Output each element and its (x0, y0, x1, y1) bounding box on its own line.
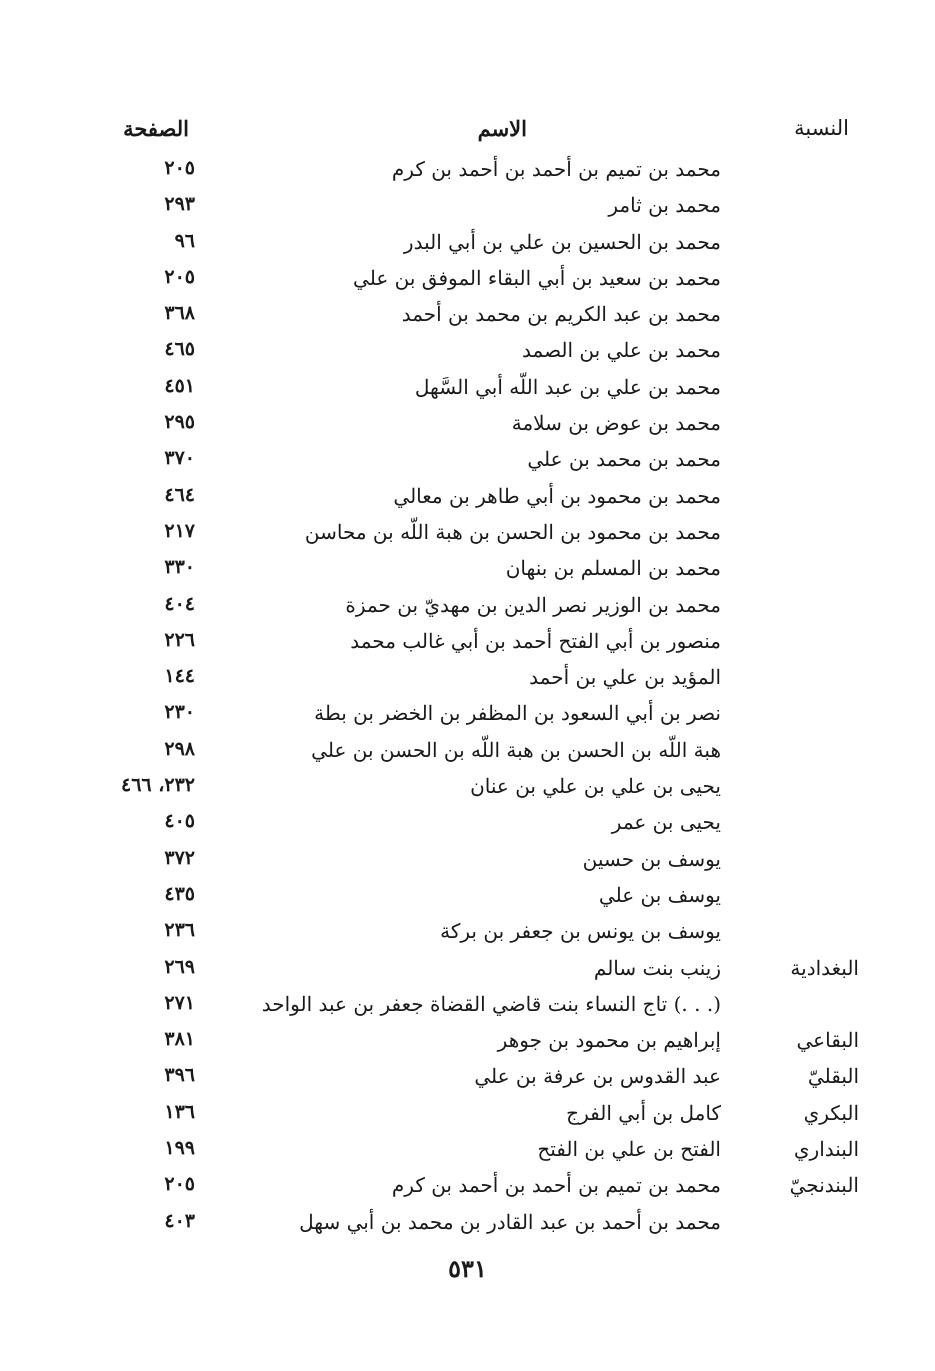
name-cell: يوسف بن يونس بن جعفر بن بركة (440, 919, 721, 944)
page-cell: ٤٠٣ (164, 1209, 195, 1232)
name-cell: محمد بن محمود بن أبي طاهر بن معالي (393, 483, 721, 508)
page-cell: ٢٠٥ (164, 265, 195, 288)
name-cell: محمد بن عوض بن سلامة (511, 411, 721, 436)
index-row (0, 1061, 935, 1097)
index-row (0, 444, 935, 480)
index-row (0, 698, 935, 734)
page-cell: ٢٣٢، ٤٦٦ (121, 774, 195, 797)
nisba-cell: البكري (803, 1100, 859, 1125)
name-cell: زينب بنت سالم (593, 955, 721, 980)
name-cell: محمد بن تميم بن أحمد بن أحمد بن كرم (391, 157, 721, 181)
index-row (0, 481, 935, 517)
index-list (0, 154, 935, 1243)
index-row (0, 517, 935, 553)
page-cell: ٣٣٠ (164, 556, 195, 579)
name-cell: نصر بن أبي السعود بن المظفر بن الخضر بن بطة (314, 701, 721, 726)
index-row (0, 626, 935, 662)
index-row (0, 154, 935, 190)
index-row (0, 1207, 935, 1243)
page-cell: ٢١٧ (164, 519, 195, 542)
name-cell: كامل بن أبي الفرج (566, 1100, 721, 1125)
page-cell: ٤٠٤ (164, 592, 195, 615)
index-row (0, 590, 935, 626)
page-cell: ٣٧٠ (164, 447, 195, 470)
name-cell: محمد بن ثامر (608, 193, 721, 218)
page-cell: ٤٣٥ (164, 882, 195, 905)
name-cell: محمد بن أحمد بن عبد القادر بن محمد بن أبي سهل (299, 1209, 721, 1234)
header-name: الاسم (477, 116, 527, 141)
page-cell: ١٣٦ (164, 1100, 195, 1123)
index-row (0, 263, 935, 299)
nisba-cell: البقاعي (796, 1028, 859, 1053)
page-cell: ٩٦ (174, 229, 195, 252)
index-row (0, 1170, 935, 1206)
name-cell: محمد بن محمود بن الحسن بن هبة اللّه بن محاسن (304, 519, 721, 544)
page-number: ٥٣١ (448, 1254, 487, 1283)
index-row (0, 880, 935, 916)
name-cell: (. . .) تاج النساء بنت قاضي القضاة جعفر بن عبد الواحد (261, 991, 721, 1016)
index-row (0, 1025, 935, 1061)
page-cell: ٤٦٤ (164, 483, 195, 506)
page-cell: ٣٦٨ (164, 302, 195, 325)
name-cell: منصور بن أبي الفتح أحمد بن أبي غالب محمد (350, 628, 721, 653)
nisba-cell: البغدادية (790, 955, 859, 980)
index-row (0, 662, 935, 698)
name-cell: هبة اللّه بن الحسن بن هبة اللّه بن الحسن بن علي (311, 737, 721, 762)
name-cell: محمد بن الوزير نصر الدين بن مهديّ بن حمزة (345, 592, 721, 617)
name-cell: محمد بن الحسين بن علي بن أبي البدر (403, 229, 721, 254)
name-cell: محمد بن سعيد بن أبي البقاء الموفق بن علي (353, 265, 721, 290)
name-cell: يحيى بن عمر (611, 810, 721, 835)
nisba-cell: البقليّ (807, 1064, 859, 1089)
index-row (0, 916, 935, 952)
name-cell: يوسف بن حسين (582, 846, 721, 871)
name-cell: إبراهيم بن محمود بن جوهر (497, 1028, 721, 1053)
index-row (0, 408, 935, 444)
page-cell: ٣٨١ (164, 1028, 195, 1051)
name-cell: محمد بن محمد بن علي (527, 447, 721, 472)
page-cell: ٤٠٥ (164, 810, 195, 833)
page-cell: ٢٩٨ (164, 737, 195, 760)
page-cell: ١٤٤ (164, 665, 195, 688)
nisba-cell: البندنجيّ (789, 1173, 859, 1198)
page-cell: ٢٣٠ (164, 701, 195, 724)
index-row (0, 1098, 935, 1134)
index-row (0, 335, 935, 371)
index-row (0, 807, 935, 843)
page-cell: ٢٩٣ (164, 193, 195, 216)
index-row (0, 844, 935, 880)
page-cell: ٢٦٩ (164, 955, 195, 978)
name-cell: محمد بن علي بن الصمد (522, 338, 721, 363)
name-cell: يوسف بن علي (598, 882, 721, 907)
page-cell: ١٩٩ (164, 1137, 195, 1160)
index-row (0, 299, 935, 335)
index-row (0, 953, 935, 989)
index-row (0, 989, 935, 1025)
name-cell: يحيى بن علي بن علي بن عنان (470, 774, 721, 799)
name-cell: المؤيد بن علي بن أحمد (529, 665, 721, 690)
name-cell: الفتح بن علي بن الفتح (537, 1137, 721, 1162)
index-row (0, 735, 935, 771)
name-cell: محمد بن المسلم بن بنهان (505, 556, 721, 581)
page-cell: ٣٩٦ (164, 1064, 195, 1087)
page-cell: ٣٧٢ (164, 846, 195, 869)
index-row (0, 1134, 935, 1170)
index-row (0, 553, 935, 589)
index-row (0, 227, 935, 263)
page-cell: ٢٠٥ (164, 157, 195, 179)
header-page: الصفحة (123, 116, 189, 141)
page-cell: ٤٦٥ (164, 338, 195, 361)
name-cell: عبد القدوس بن عرفة بن علي (474, 1064, 721, 1089)
index-row (0, 771, 935, 807)
page-cell: ٢٣٦ (164, 919, 195, 942)
name-cell: محمد بن تميم بن أحمد بن أحمد بن كرم (391, 1173, 721, 1198)
page-cell: ٢٢٦ (164, 628, 195, 651)
index-row (0, 372, 935, 408)
page-cell: ٤٥١ (164, 374, 195, 397)
page-cell: ٢٠٥ (164, 1173, 195, 1196)
page-cell: ٢٧١ (164, 991, 195, 1014)
nisba-cell: البنداري (793, 1137, 859, 1162)
header-nisba: النسبة (794, 116, 849, 140)
name-cell: محمد بن علي بن عبد اللّه أبي السَّهل (414, 374, 721, 399)
name-cell: محمد بن عبد الكريم بن محمد بن أحمد (401, 302, 721, 327)
index-row (0, 190, 935, 226)
page-cell: ٢٩٥ (164, 411, 195, 434)
